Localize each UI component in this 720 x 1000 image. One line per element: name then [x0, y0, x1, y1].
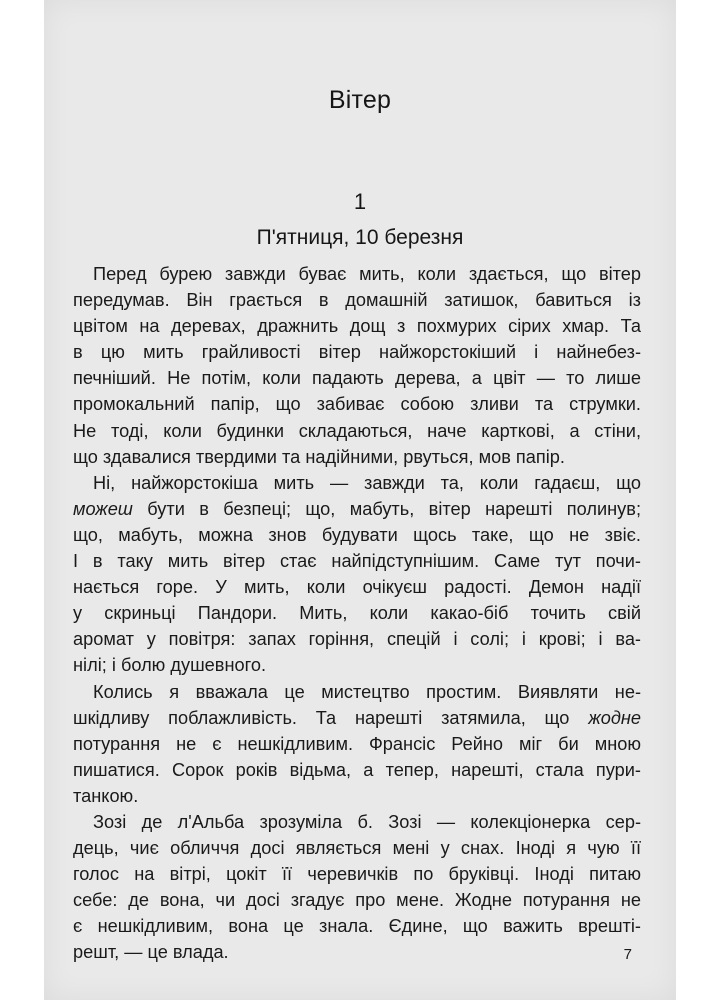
text-line: [73, 418, 641, 444]
book-page: [44, 0, 676, 1000]
section-title: Вітер: [328, 86, 392, 114]
text-line: [73, 496, 641, 522]
line-text: бути в безпеці; що, мабуть, вітер нарешті полинув;: [132, 498, 641, 519]
text-line: [73, 887, 641, 913]
line-text: в цю мить грайливості вітер найжорстокіший і найнебез-: [73, 342, 641, 363]
line-text: шкідливу поблажливість. Та нарешті затямила, що: [73, 707, 589, 728]
chapter-date: П'ятниця, 10 березня: [256, 226, 464, 249]
text-line: [73, 652, 641, 678]
line-text: нається горе. У мить, коли очікуєш радості. Демон надії: [73, 577, 641, 598]
emphasis-text: жодне: [588, 707, 641, 728]
line-text: пишатися. Сорок років відьма, а тепер, нарешті, стала пури-: [73, 759, 641, 780]
line-text: Колись я вважала це мистецтво простим. Виявляти не-: [93, 681, 641, 702]
line-text: цвітом на деревах, дражнить дощ з похмурих сірих хмар. Та: [73, 316, 641, 337]
line-text: потурання не є нешкідливим. Франсіс Рейно міг би мною: [73, 733, 641, 754]
line-text: промокальний папір, що забиває собою зливи та струмки.: [73, 394, 641, 415]
text-line: [73, 783, 641, 809]
line-text: аромат у повітря: запах горіння, спецій і солі; і крові; і ва-: [73, 629, 641, 650]
line-text: Не тоді, коли будинки складаються, наче карткові, а стіни,: [73, 420, 641, 441]
text-line: [73, 548, 641, 574]
text-line: [73, 261, 641, 287]
line-text: що, мабуть, можна знов будувати щось таке, що не звіє.: [73, 524, 641, 545]
text-line: [73, 444, 641, 470]
line-text: дець, чиє обличчя досі являється мені у снах. Іноді я чую її: [73, 838, 641, 859]
line-text: у скриньці Пандори. Мить, коли какао-біб точить свій: [73, 603, 641, 624]
text-line: [73, 287, 641, 313]
line-text: Зозі де л'Альба зрозуміла б. Зозі — колекціонерка сер-: [93, 811, 641, 832]
right-margin: [676, 0, 720, 1000]
text-line: [73, 470, 641, 496]
line-text: печніший. Не потім, коли падають дерева, а цвіт — то лише: [73, 368, 641, 389]
paragraph: [73, 679, 641, 809]
text-line: [73, 809, 641, 835]
line-text: Перед бурею завжди буває мить, коли здається, що вітер: [93, 264, 641, 284]
text-line: [73, 391, 641, 417]
text-line: [73, 835, 641, 861]
line-text: танкою.: [73, 785, 139, 806]
text-line: [73, 339, 641, 365]
text-line: [73, 600, 641, 626]
line-text: голос на вітрі, цокіт її черевичків по бруківці. Іноді питаю: [73, 864, 641, 885]
line-text: нілі; і болю душевного.: [73, 655, 267, 676]
line-text: що здавалися твердими та надійними, рвуться, мов папір.: [73, 446, 565, 467]
paragraph: [73, 809, 641, 966]
paragraph: [73, 470, 641, 679]
emphasis-text: можеш: [73, 498, 133, 519]
text-line: [73, 626, 641, 652]
line-text: передумав. Він грається в домашній затишок, бавиться із: [73, 290, 641, 311]
text-line: [73, 679, 641, 705]
line-text: себе: де вона, чи досі згадує про мене. Жодне потурання не: [73, 890, 641, 911]
page-number: 7: [623, 946, 632, 963]
paragraph: [73, 261, 641, 470]
text-line: [73, 913, 641, 939]
left-margin: [0, 0, 44, 1000]
text-line: [73, 522, 641, 548]
text-line: [73, 574, 641, 600]
body-text: [73, 261, 641, 966]
line-text: І в таку мить вітер стає найпідступнішим. Саме тут почи-: [73, 551, 641, 572]
text-line: [73, 731, 641, 757]
text-line: [73, 705, 641, 731]
chapter-number: 1: [353, 189, 367, 214]
text-line: [73, 939, 641, 965]
line-text: решт, — це влада.: [73, 942, 229, 963]
text-line: [73, 365, 641, 391]
line-text: є нешкідливим, вона це знала. Єдине, що важить врешті-: [73, 916, 641, 937]
text-line: [73, 757, 641, 783]
line-text: Ні, найжорстокіша мить — завжди та, коли гадаєш, що: [93, 472, 641, 493]
text-line: [73, 313, 641, 339]
text-line: [73, 861, 641, 887]
